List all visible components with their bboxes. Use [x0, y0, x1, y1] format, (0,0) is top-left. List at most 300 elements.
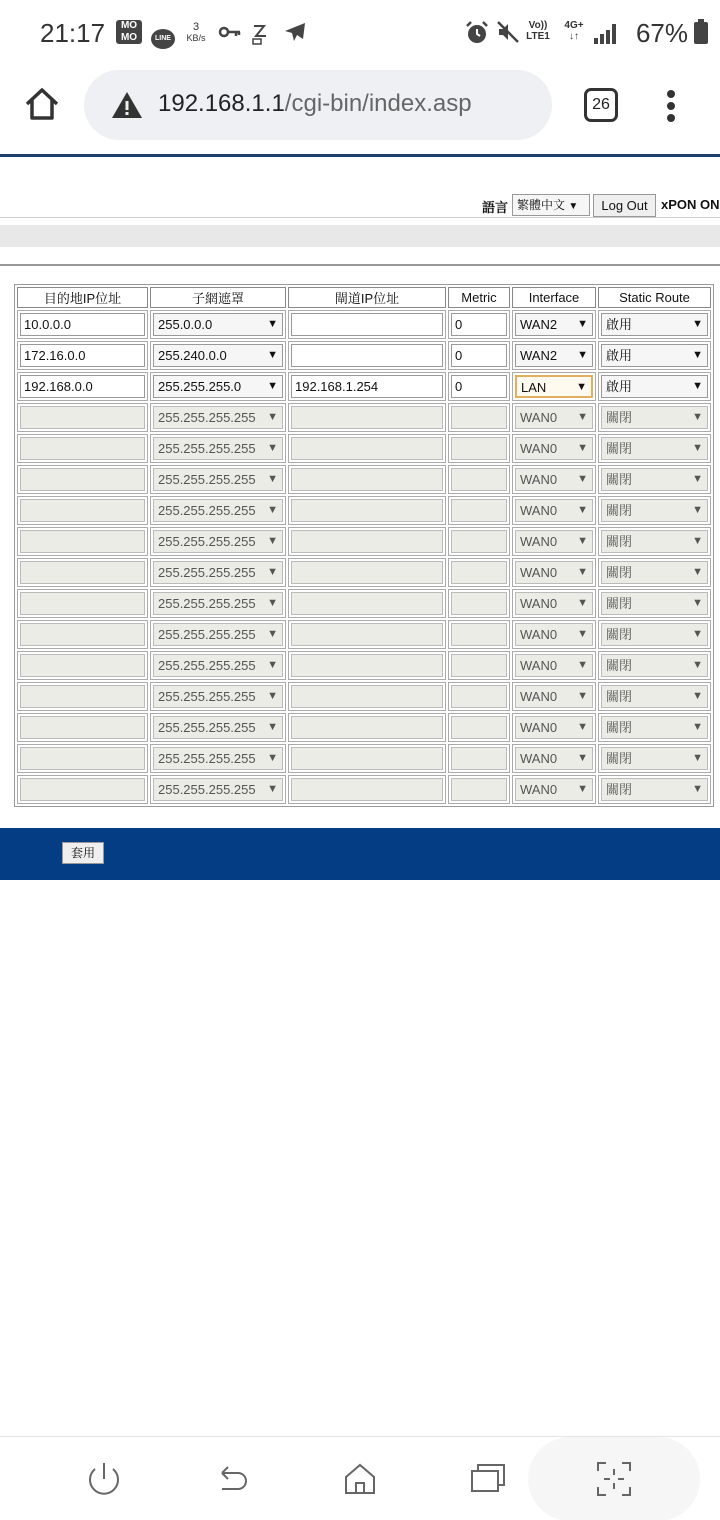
subnet-mask-cell [150, 775, 286, 804]
interface-cell [512, 341, 596, 370]
metric-cell [448, 465, 510, 494]
interface-value: WAN0 [520, 410, 558, 425]
dest-ip-cell [17, 558, 148, 587]
gateway-ip-cell [288, 341, 446, 370]
subnet-mask-select[interactable] [153, 685, 283, 708]
gateway-ip-cell [288, 403, 446, 432]
chevron-down-icon: ▼ [267, 349, 278, 361]
subnet-mask-cell [150, 310, 286, 339]
static-route-cell [598, 496, 711, 525]
static-route-select[interactable] [601, 375, 708, 398]
table-row [17, 341, 711, 370]
gateway-ip-input[interactable] [291, 530, 443, 553]
dest-ip-cell [17, 589, 148, 618]
metric-cell [448, 651, 510, 680]
chevron-down-icon: ▼ [577, 318, 588, 330]
dest-ip-input[interactable] [20, 778, 145, 801]
interface-select[interactable] [515, 685, 593, 708]
subnet-mask-value: 255.255.255.255 [158, 751, 256, 766]
gateway-ip-cell [288, 620, 446, 649]
static-route-value: 關閉 [606, 782, 633, 797]
brand-label: xPON ON [661, 197, 720, 212]
static-route-value: 關閉 [606, 751, 633, 766]
metric-cell [448, 558, 510, 587]
subnet-mask-value: 255.255.255.255 [158, 472, 256, 487]
subnet-mask-cell [150, 372, 286, 401]
static-route-value: 啟用 [606, 317, 633, 332]
metric-cell [448, 372, 510, 401]
dest-ip-cell [17, 372, 148, 401]
subnet-mask-cell [150, 589, 286, 618]
gateway-ip-input[interactable] [291, 778, 443, 801]
subnet-mask-select[interactable] [153, 716, 283, 739]
chevron-down-icon: ▼ [692, 504, 703, 516]
static-route-select[interactable] [601, 530, 708, 553]
telegram-icon [283, 20, 307, 52]
interface-select[interactable] [515, 406, 593, 429]
subnet-mask-select[interactable] [153, 313, 283, 336]
table-row [17, 434, 711, 463]
interface-select[interactable] [515, 747, 593, 770]
static-route-cell [598, 558, 711, 587]
static-route-cell [598, 775, 711, 804]
static-route-select[interactable] [601, 313, 708, 336]
language-select[interactable] [512, 194, 590, 216]
interface-select[interactable] [515, 778, 593, 801]
metric-cell [448, 434, 510, 463]
chevron-down-icon: ▼ [267, 659, 278, 671]
static-route-cell [598, 651, 711, 680]
chevron-down-icon: ▼ [267, 566, 278, 578]
header-metric: Metric [448, 287, 510, 308]
gateway-ip-input[interactable] [291, 654, 443, 677]
table-header-row [17, 287, 711, 308]
chevron-down-icon: ▼ [577, 659, 588, 671]
metric-input[interactable] [451, 716, 507, 739]
metric-input[interactable] [451, 592, 507, 615]
page-header [0, 157, 720, 267]
interface-select[interactable] [515, 499, 593, 522]
dest-ip-input[interactable] [20, 437, 145, 460]
url-host: 192.168.1.1 [158, 90, 285, 117]
recents-icon[interactable] [466, 1457, 510, 1501]
interface-cell [512, 310, 596, 339]
table-row [17, 651, 711, 680]
tabs-icon[interactable]: 26 [584, 88, 618, 122]
subnet-mask-select[interactable] [153, 499, 283, 522]
interface-value: WAN0 [520, 658, 558, 673]
static-route-select[interactable] [601, 685, 708, 708]
chevron-down-icon: ▼ [577, 411, 588, 423]
metric-input[interactable] [451, 747, 507, 770]
static-route-value: 啟用 [606, 379, 633, 394]
chevron-down-icon: ▼ [692, 783, 703, 795]
language-label: 語言 [482, 200, 509, 215]
gateway-ip-input[interactable] [291, 623, 443, 646]
dest-ip-cell [17, 341, 148, 370]
metric-cell [448, 620, 510, 649]
subnet-mask-select[interactable] [153, 344, 283, 367]
subnet-mask-value: 255.255.255.0 [158, 379, 242, 394]
interface-cell [512, 744, 596, 773]
static-route-select[interactable] [601, 747, 708, 770]
metric-input[interactable]: 0 [451, 313, 507, 336]
interface-cell [512, 434, 596, 463]
chevron-down-icon: ▼ [692, 349, 703, 361]
interface-select[interactable] [515, 623, 593, 646]
interface-cell [512, 558, 596, 587]
interface-value: WAN0 [520, 441, 558, 456]
interface-select[interactable] [515, 344, 593, 367]
dest-ip-input[interactable] [20, 592, 145, 615]
subnet-mask-select[interactable] [153, 778, 283, 801]
dest-ip-input[interactable]: 172.16.0.0 [20, 344, 145, 367]
gateway-ip-input[interactable] [291, 468, 443, 491]
gateway-ip-cell [288, 527, 446, 556]
interface-value: WAN0 [520, 751, 558, 766]
table-row [17, 589, 711, 618]
interface-select[interactable] [515, 561, 593, 584]
static-route-cell [598, 372, 711, 401]
chevron-down-icon: ▼ [692, 442, 703, 454]
static-route-cell [598, 465, 711, 494]
subnet-mask-cell [150, 403, 286, 432]
dest-ip-cell [17, 620, 148, 649]
gateway-ip-input[interactable] [291, 592, 443, 615]
gateway-ip-input[interactable] [291, 313, 443, 336]
metric-input[interactable] [451, 654, 507, 677]
chevron-down-icon: ▼ [267, 628, 278, 640]
subnet-mask-select[interactable] [153, 561, 283, 584]
alarm-icon [464, 20, 490, 54]
interface-value: WAN0 [520, 472, 558, 487]
apply-button[interactable]: 套用 [62, 842, 104, 864]
static-route-value: 關閉 [606, 658, 633, 673]
chevron-down-icon: ▼ [692, 473, 703, 485]
interface-cell [512, 651, 596, 680]
metric-input[interactable] [451, 437, 507, 460]
dest-ip-cell [17, 496, 148, 525]
chevron-down-icon: ▼ [577, 690, 588, 702]
static-route-value: 關閉 [606, 565, 633, 580]
dest-ip-input[interactable] [20, 561, 145, 584]
subnet-mask-select[interactable] [153, 468, 283, 491]
subnet-mask-select[interactable] [153, 375, 283, 398]
chevron-down-icon: ▼ [577, 597, 588, 609]
header-interface: Interface [512, 287, 596, 308]
metric-cell [448, 403, 510, 432]
chevron-down-icon: ▼ [576, 381, 587, 393]
metric-input[interactable]: 0 [451, 375, 507, 398]
static-route-value: 關閉 [606, 720, 633, 735]
static-route-select[interactable] [601, 778, 708, 801]
gateway-ip-input[interactable] [291, 747, 443, 770]
static-route-select[interactable] [601, 592, 708, 615]
table-row [17, 527, 711, 556]
interface-value: LAN [521, 380, 547, 395]
interface-value: WAN0 [520, 596, 558, 611]
gateway-ip-cell [288, 713, 446, 742]
chevron-down-icon: ▼ [692, 628, 703, 640]
gateway-ip-cell [288, 651, 446, 680]
interface-select[interactable] [515, 375, 593, 398]
subnet-mask-value: 255.255.255.255 [158, 503, 256, 518]
static-route-select[interactable] [601, 406, 708, 429]
chevron-down-icon: ▼ [568, 201, 579, 212]
subnet-mask-cell [150, 465, 286, 494]
gateway-ip-input[interactable] [291, 561, 443, 584]
static-route-select[interactable] [601, 468, 708, 491]
header-static-route: Static Route [598, 287, 711, 308]
interface-value: WAN0 [520, 782, 558, 797]
subnet-mask-select[interactable] [153, 592, 283, 615]
static-route-select[interactable] [601, 716, 708, 739]
gateway-ip-input[interactable] [291, 499, 443, 522]
table-row [17, 775, 711, 804]
static-route-value: 關閉 [606, 503, 633, 518]
metric-input[interactable] [451, 561, 507, 584]
chevron-down-icon: ▼ [267, 690, 278, 702]
status-bar [0, 0, 720, 68]
table-row [17, 744, 711, 773]
subnet-mask-value: 255.255.255.255 [158, 720, 256, 735]
interface-value: WAN0 [520, 627, 558, 642]
static-route-select[interactable] [601, 654, 708, 677]
dest-ip-cell [17, 651, 148, 680]
interface-cell [512, 620, 596, 649]
chevron-down-icon: ▼ [577, 752, 588, 764]
subnet-mask-cell [150, 558, 286, 587]
gateway-ip-input[interactable] [291, 685, 443, 708]
subnet-mask-select[interactable] [153, 747, 283, 770]
subnet-mask-value: 255.255.255.255 [158, 658, 256, 673]
table-row [17, 620, 711, 649]
dest-ip-input[interactable]: 10.0.0.0 [20, 313, 145, 336]
interface-value: WAN0 [520, 534, 558, 549]
chevron-down-icon: ▼ [692, 597, 703, 609]
chevron-down-icon: ▼ [267, 535, 278, 547]
metric-cell [448, 496, 510, 525]
metric-input[interactable] [451, 499, 507, 522]
gateway-ip-input[interactable] [291, 437, 443, 460]
subnet-mask-cell [150, 620, 286, 649]
subnet-mask-value: 255.255.255.255 [158, 627, 256, 642]
dest-ip-input[interactable] [20, 716, 145, 739]
static-route-select[interactable] [601, 437, 708, 460]
interface-cell [512, 682, 596, 711]
metric-input[interactable] [451, 778, 507, 801]
dest-ip-cell [17, 527, 148, 556]
subnet-mask-cell [150, 744, 286, 773]
data-saver-icon [250, 20, 274, 54]
static-route-select[interactable] [601, 623, 708, 646]
interface-value: WAN0 [520, 565, 558, 580]
metric-cell [448, 310, 510, 339]
subnet-mask-select[interactable] [153, 654, 283, 677]
dest-ip-cell [17, 465, 148, 494]
metric-input[interactable] [451, 468, 507, 491]
gateway-ip-cell [288, 310, 446, 339]
network-type [560, 20, 588, 42]
subnet-mask-cell [150, 651, 286, 680]
chevron-down-icon: ▼ [692, 659, 703, 671]
system-nav-bar [0, 1436, 720, 1520]
static-route-select[interactable] [601, 344, 708, 367]
static-route-cell [598, 744, 711, 773]
gateway-ip-cell [288, 589, 446, 618]
subnet-mask-cell [150, 496, 286, 525]
subnet-mask-select[interactable] [153, 530, 283, 553]
gateway-ip-cell [288, 496, 446, 525]
volte-label: Vo)) [528, 20, 548, 31]
chevron-down-icon: ▼ [267, 380, 278, 392]
interface-select[interactable] [515, 468, 593, 491]
chevron-down-icon: ▼ [577, 349, 588, 361]
static-route-cell [598, 341, 711, 370]
more-vert-icon[interactable] [664, 90, 678, 122]
interface-select[interactable] [515, 313, 593, 336]
metric-input[interactable]: 0 [451, 344, 507, 367]
dest-ip-input[interactable]: 192.168.0.0 [20, 375, 145, 398]
interface-select[interactable] [515, 654, 593, 677]
warning-icon[interactable] [110, 90, 144, 120]
chevron-down-icon: ▼ [267, 442, 278, 454]
metric-cell [448, 744, 510, 773]
header-dest-ip: 目的地IP位址 [17, 287, 148, 308]
gateway-ip-cell [288, 682, 446, 711]
power-icon[interactable] [82, 1457, 126, 1501]
interface-cell [512, 589, 596, 618]
subnet-mask-value: 255.240.0.0 [158, 348, 227, 363]
subnet-mask-cell [150, 527, 286, 556]
interface-select[interactable] [515, 592, 593, 615]
header-divider [0, 217, 720, 218]
static-route-value: 關閉 [606, 410, 633, 425]
chevron-down-icon: ▼ [577, 442, 588, 454]
home-nav-icon[interactable] [338, 1457, 382, 1501]
metric-cell [448, 713, 510, 742]
dest-ip-input[interactable] [20, 685, 145, 708]
dest-ip-cell [17, 775, 148, 804]
gateway-ip-cell [288, 465, 446, 494]
metric-cell [448, 682, 510, 711]
dest-ip-input[interactable] [20, 654, 145, 677]
subnet-mask-value: 255.255.255.255 [158, 596, 256, 611]
interface-value: WAN0 [520, 689, 558, 704]
interface-select[interactable] [515, 716, 593, 739]
net-speed-unit: KB/s [186, 33, 206, 43]
gateway-ip-input[interactable] [291, 716, 443, 739]
static-route-cell [598, 527, 711, 556]
dest-ip-input[interactable] [20, 406, 145, 429]
chevron-down-icon: ▼ [692, 690, 703, 702]
back-icon[interactable] [210, 1457, 254, 1501]
logout-button[interactable]: Log Out [593, 194, 656, 217]
subnet-mask-select[interactable] [153, 437, 283, 460]
metric-input[interactable] [451, 406, 507, 429]
chevron-down-icon: ▼ [577, 535, 588, 547]
lte-label: LTE1 [526, 31, 550, 42]
subnet-mask-value: 255.255.255.255 [158, 782, 256, 797]
static-route-select[interactable] [601, 499, 708, 522]
table-row [17, 713, 711, 742]
interface-value: WAN2 [520, 348, 558, 363]
subnet-mask-select[interactable] [153, 406, 283, 429]
subnet-mask-select[interactable] [153, 623, 283, 646]
action-bar [0, 828, 720, 880]
gateway-ip-cell [288, 775, 446, 804]
chevron-down-icon: ▼ [267, 318, 278, 330]
interface-value: WAN0 [520, 503, 558, 518]
interface-cell [512, 527, 596, 556]
metric-input[interactable] [451, 623, 507, 646]
chevron-down-icon: ▼ [577, 473, 588, 485]
dest-ip-cell [17, 310, 148, 339]
static-route-value: 啟用 [606, 348, 633, 363]
status-time: 21:17 [40, 18, 106, 48]
gateway-ip-input[interactable] [291, 344, 443, 367]
signal-icon [594, 24, 622, 44]
gateway-ip-cell [288, 558, 446, 587]
chevron-down-icon: ▼ [577, 566, 588, 578]
volte-indicator [524, 20, 552, 42]
metric-input[interactable] [451, 685, 507, 708]
table-row [17, 403, 711, 432]
static-route-table [14, 284, 714, 807]
home-icon[interactable] [22, 84, 62, 124]
language-value: 繁體中文 [517, 198, 566, 212]
dest-ip-input[interactable] [20, 623, 145, 646]
chevron-down-icon: ▼ [267, 411, 278, 423]
interface-select[interactable] [515, 437, 593, 460]
screenshot-capture-icon[interactable] [592, 1457, 636, 1501]
address-bar[interactable] [84, 70, 552, 140]
gateway-ip-input[interactable]: 192.168.1.254 [291, 375, 443, 398]
static-route-select[interactable] [601, 561, 708, 584]
header-gateway-ip: 閘道IP位址 [288, 287, 446, 308]
chevron-down-icon: ▼ [577, 783, 588, 795]
gateway-ip-cell [288, 372, 446, 401]
dest-ip-cell [17, 713, 148, 742]
gateway-ip-input[interactable] [291, 406, 443, 429]
metric-input[interactable] [451, 530, 507, 553]
subnet-mask-cell [150, 341, 286, 370]
subnet-mask-value: 255.255.255.255 [158, 565, 256, 580]
dest-ip-input[interactable] [20, 747, 145, 770]
interface-value: WAN0 [520, 720, 558, 735]
dest-ip-input[interactable] [20, 530, 145, 553]
chevron-down-icon: ▼ [577, 628, 588, 640]
url-text[interactable] [158, 90, 472, 118]
chevron-down-icon: ▼ [267, 752, 278, 764]
interface-select[interactable] [515, 530, 593, 553]
dest-ip-input[interactable] [20, 468, 145, 491]
metric-cell [448, 527, 510, 556]
static-route-cell [598, 589, 711, 618]
chevron-down-icon: ▼ [692, 380, 703, 392]
chevron-down-icon: ▼ [692, 566, 703, 578]
table-row [17, 558, 711, 587]
chevron-down-icon: ▼ [267, 597, 278, 609]
dest-ip-input[interactable] [20, 499, 145, 522]
gateway-ip-cell [288, 434, 446, 463]
chevron-down-icon: ▼ [692, 752, 703, 764]
line-app-icon: LINE [151, 20, 175, 49]
subnet-mask-value: 255.255.255.255 [158, 441, 256, 456]
table-row [17, 682, 711, 711]
dest-ip-cell [17, 403, 148, 432]
static-route-value: 關閉 [606, 472, 633, 487]
